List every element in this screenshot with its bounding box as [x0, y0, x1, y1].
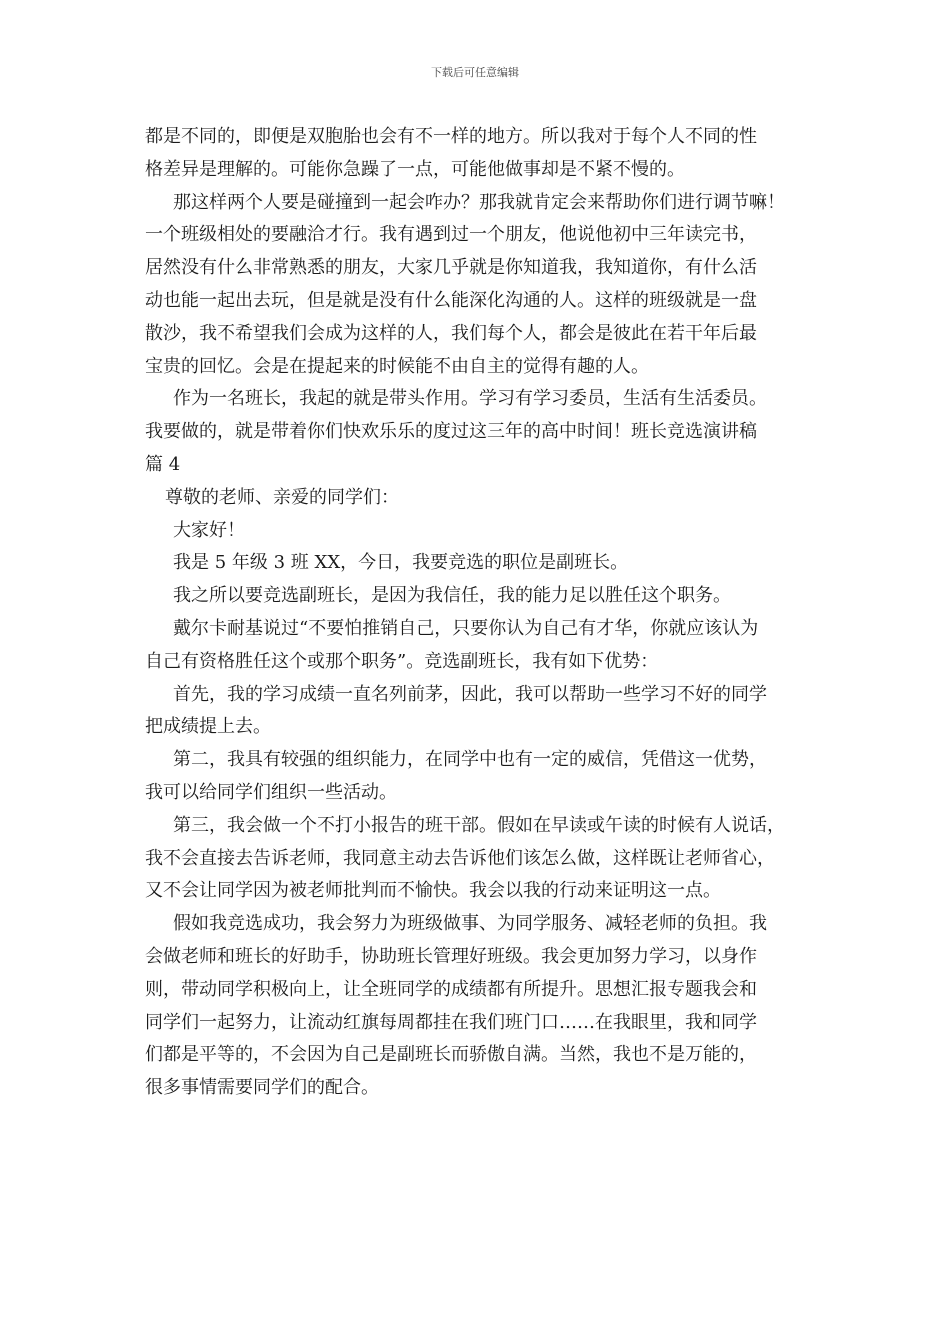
text-line: 们都是平等的，不会因为自己是副班长而骄傲自满。当然，我也不是万能的，: [145, 1044, 757, 1066]
text-line: 格差异是理解的。可能你急躁了一点，可能他做事却是不紧不慢的。: [145, 158, 685, 180]
text-line: 散沙，我不希望我们会成为这样的人，我们每个人，都会是彼此在若干年后最: [145, 322, 757, 344]
text-line: 都是不同的，即便是双胞胎也会有不一样的地方。所以我对于每个人不同的性: [145, 126, 757, 147]
text-line: 第三，我会做一个不打小报告的班干部。假如在早读或午读的时候有人说话，: [173, 814, 785, 836]
text-line: 则，带动同学积极向上，让全班同学的成绩都有所提升。思想汇报专题我会和: [145, 978, 757, 1000]
text-line: 我不会直接去告诉老师，我同意主动去告诉他们该怎么做，这样既让老师省心，: [145, 847, 775, 869]
text-line: 居然没有什么非常熟悉的朋友，大家几乎就是你知道我，我知道你，有什么活: [145, 257, 757, 279]
text-line: 假如我竞选成功，我会努力为班级做事、为同学服务、减轻老师的负担。我: [173, 913, 767, 935]
text-line: 动也能一起出去玩，但是就是没有什么能深化沟通的人。这样的班级就是一盘: [145, 289, 757, 311]
text-line: 篇 4: [145, 453, 181, 475]
text-line: 戴尔卡耐基说过“不要怕推销自己，只要你认为自己有才华，你就应该认为: [173, 617, 759, 639]
text-line: 我是 5 年级 3 班 XX，今日，我要竞选的职位是副班长。: [173, 552, 629, 574]
text-line: 会做老师和班长的好助手，协助班长管理好班级。我会更加努力学习，以身作: [145, 945, 757, 967]
text-line: 自己有资格胜任这个或那个职务”。竞选副班长，我有如下优势：: [145, 650, 659, 672]
text-line: 尊敬的老师、亲爱的同学们：: [165, 486, 399, 508]
text-line: 首先，我的学习成绩一直名列前茅，因此，我可以帮助一些学习不好的同学: [173, 683, 767, 705]
text-line: 同学们一起努力，让流动红旗每周都挂在我们班门口……在我眼里，我和同学: [145, 1011, 757, 1033]
text-line: 我之所以要竞选副班长，是因为我信任，我的能力足以胜任这个职务。: [173, 585, 731, 607]
text-line: 一个班级相处的要融洽才行。我有遇到过一个朋友，他说他初中三年读完书，: [145, 224, 757, 246]
text-line: 又不会让同学因为被老师批判而不愉快。我会以我的行动来证明这一点。: [145, 880, 721, 902]
text-line: 宝贵的回忆。会是在提起来的时候能不由自主的觉得有趣的人。: [145, 355, 649, 377]
text-line: 大家好！: [173, 519, 245, 541]
text-line: 很多事情需要同学们的配合。: [145, 1077, 379, 1099]
text-line: 把成绩提上去。: [145, 716, 271, 738]
text-line: 我可以给同学们组织一些活动。: [145, 781, 397, 803]
text-line: 第二，我具有较强的组织能力，在同学中也有一定的威信，凭借这一优势，: [173, 749, 767, 771]
document-body: [145, 121, 810, 1105]
page-header: 下载后可任意编辑: [431, 66, 519, 79]
text-line: 那这样两个人要是碰撞到一起会咋办？那我就肯定会来帮助你们进行调节嘛！: [173, 191, 785, 213]
text-line: 作为一名班长，我起的就是带头作用。学习有学习委员，生活有生活委员。: [173, 388, 767, 410]
text-line: 我要做的，就是带着你们快欢乐乐的度过这三年的高中时间！班长竞选演讲稿: [145, 421, 757, 443]
